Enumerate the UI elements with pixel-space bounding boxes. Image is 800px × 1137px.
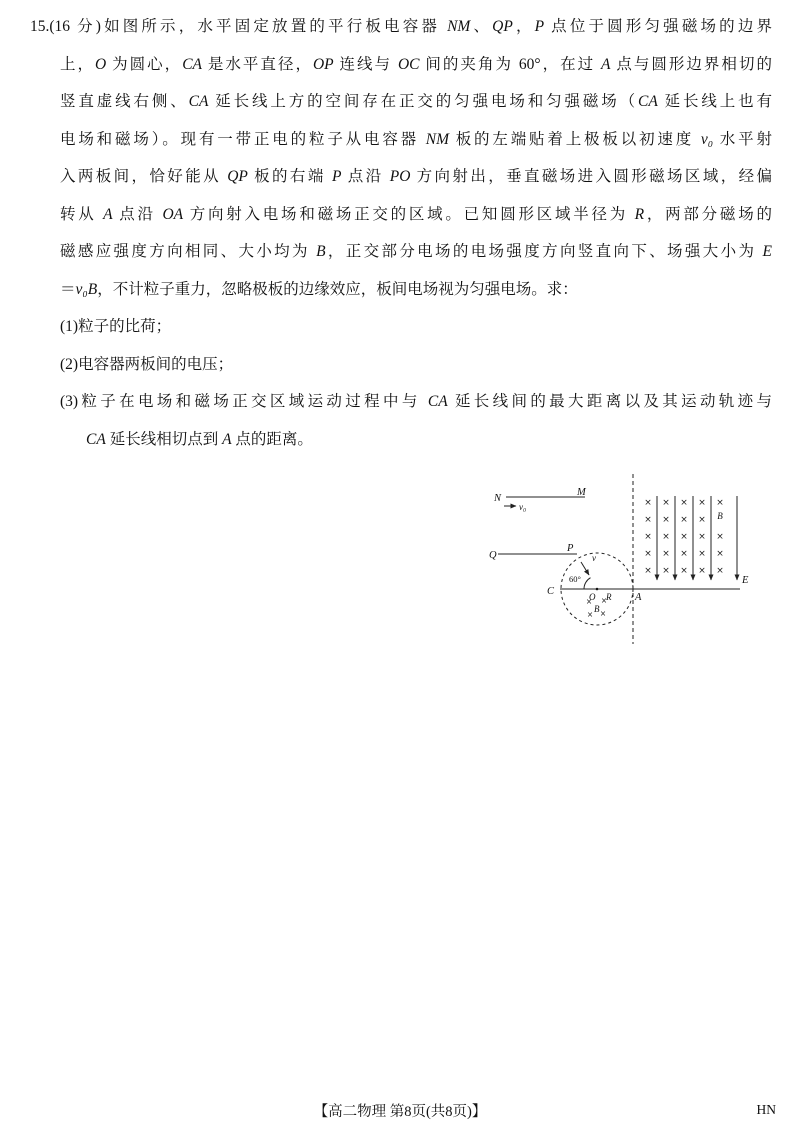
- field-into-page-symbol: ×: [662, 532, 670, 542]
- label-v: v: [592, 553, 596, 563]
- field-into-page-symbol: ×: [680, 515, 688, 525]
- label-m: M: [577, 487, 586, 498]
- problem-15: [30, 8, 772, 458]
- label-o: O: [589, 592, 596, 602]
- field-into-page-symbol: ×: [662, 549, 670, 559]
- field-into-page-symbol: ×: [599, 609, 607, 618]
- field-into-page-symbol: ×: [680, 532, 688, 542]
- field-into-page-symbol: ×: [680, 566, 688, 576]
- field-into-page-symbol: ×: [644, 515, 652, 525]
- field-into-page-symbol: ×: [600, 596, 608, 605]
- field-into-page-symbol: ×: [680, 498, 688, 508]
- problem-line-2: 上，O 为圆心，CA 是水平直径，OP 连线与 OC 间的夹角为 60°，在过 A 点与圆形边界相切的: [60, 55, 772, 73]
- footer-code: HN: [756, 1102, 776, 1117]
- field-into-page-symbol: ×: [698, 566, 706, 576]
- problem-line-6: 转从 A 点沿 OA 方向射入电场和磁场正交的区域。已知圆形区域半径为 R，两部分磁场的: [60, 205, 772, 223]
- field-into-page-symbol: ×: [716, 549, 724, 559]
- label-n: N: [494, 493, 502, 504]
- label-v0: v₀: [519, 502, 527, 512]
- problem-line-8: ＝v₀B，不计粒子重力，忽略极板的边缘效应，板间电场视为匀强电场。求：: [60, 280, 578, 298]
- label-b-circle: B: [594, 604, 600, 614]
- problem-line-3: 竖直虚线右侧、CA 延长线上方的空间存在正交的匀强电场和匀强磁场（CA 延长线上也有: [60, 93, 772, 110]
- label-p: P: [567, 543, 574, 554]
- label-angle-60: 60°: [569, 574, 581, 584]
- label-b-field: B: [717, 511, 723, 521]
- label-q: Q: [489, 550, 497, 561]
- question-3: (3)粒子在电场和磁场正交区域运动过程中与 CA 延长线间的最大距离以及其运动轨迹与: [60, 393, 772, 410]
- field-into-page-symbol: ×: [662, 566, 670, 576]
- question-2: (2)电容器两板间的电压；: [60, 355, 234, 373]
- field-into-page-symbol: ×: [716, 532, 724, 542]
- diagram-svg: [468, 470, 778, 655]
- label-c: C: [547, 586, 555, 597]
- field-into-page-symbol: ×: [716, 498, 724, 508]
- field-into-page-symbol: ×: [586, 610, 594, 619]
- field-into-page-symbol: ×: [585, 597, 593, 606]
- problem-line-4: 电场和磁场）。现有一带正电的粒子从电容器 NM 板的左端贴着上极板以初速度 v₀ 水平射: [60, 130, 772, 148]
- problem-line-7: 磁感应强度方向相同、大小均为 B，正交部分电场的电场强度方向竖直向下、场强大小为 E: [60, 243, 772, 260]
- question-3-cont: CA 延长线相切点到 A 点的距离。: [86, 430, 313, 448]
- field-into-page-symbol: ×: [644, 498, 652, 508]
- field-into-page-symbol: ×: [716, 566, 724, 576]
- field-into-page-symbol: ×: [698, 549, 706, 559]
- problem-line-1: 15.(16 分)如图所示，水平固定放置的平行板电容器 NM、QP，P 点位于圆形匀强磁场的边界: [30, 18, 772, 35]
- field-into-page-symbol: ×: [680, 549, 688, 559]
- field-into-page-symbol: ×: [644, 566, 652, 576]
- field-into-page-symbol: ×: [698, 498, 706, 508]
- field-into-page-symbol: ×: [644, 532, 652, 542]
- field-into-page-symbol: ×: [662, 515, 670, 525]
- angle-arc: [584, 578, 591, 589]
- field-into-page-symbol: ×: [662, 498, 670, 508]
- label-e: E: [742, 575, 749, 586]
- question-1: (1)粒子的比荷；: [60, 318, 172, 335]
- center-point-o: [596, 588, 599, 591]
- label-r: R: [606, 592, 612, 602]
- page-footer: [0, 1100, 800, 1122]
- physics-diagram: [468, 470, 778, 655]
- v-arrow: [581, 562, 589, 575]
- field-into-page-symbol: ×: [698, 515, 706, 525]
- label-a: A: [635, 592, 642, 603]
- problem-line-5: 入两板间，恰好能从 QP 板的右端 P 点沿 PO 方向射出，垂直磁场进入圆形磁场区域，经偏: [60, 168, 772, 185]
- field-into-page-symbol: ×: [698, 532, 706, 542]
- footer-page-label: 【高二物理 第8页(共8页)】: [313, 1104, 487, 1120]
- field-into-page-symbol: ×: [644, 549, 652, 559]
